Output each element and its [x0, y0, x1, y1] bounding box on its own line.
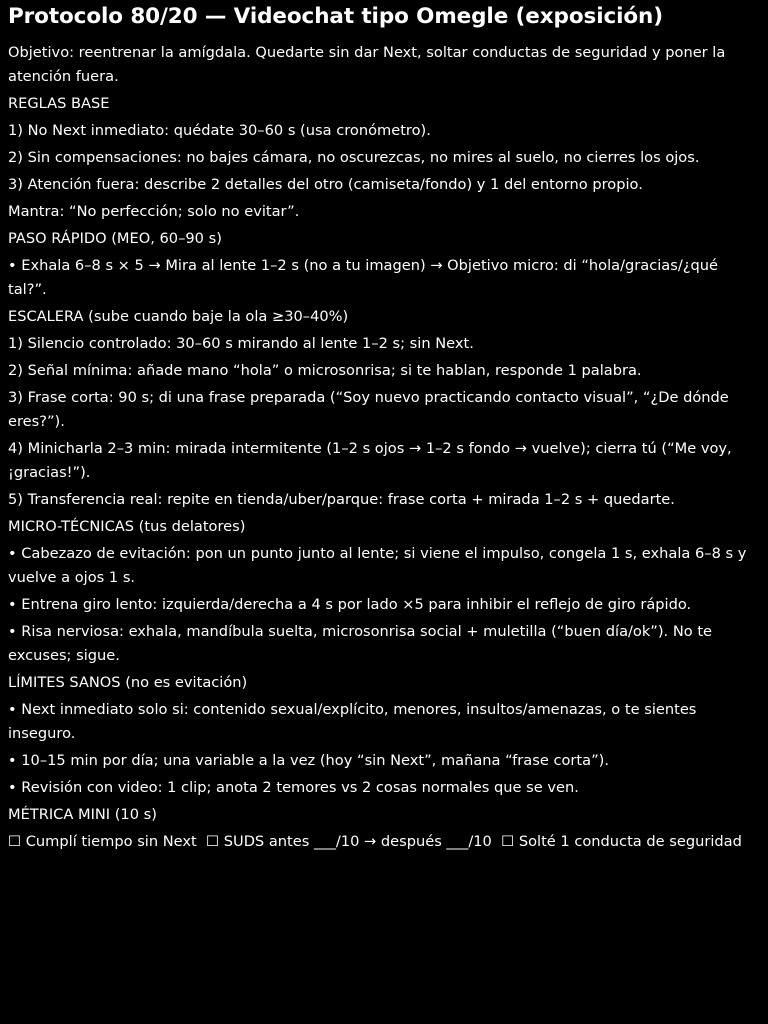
list-item: • Revisión con video: 1 clip; anota 2 temores vs 2 cosas normales que se ven.: [8, 779, 579, 796]
section-reglas-base: [8, 92, 760, 224]
section-heading: ESCALERA (sube cuando baje la ola ≥30–40%): [8, 308, 349, 325]
step-item: 2) Señal mínima: añade mano “hola” o microsonrisa; si te hablan, responde 1 palabra.: [8, 362, 642, 379]
checkbox-tiempo[interactable]: ☐ Cumplí tiempo sin Next: [8, 833, 197, 850]
checklist: [8, 830, 760, 854]
page-title: Protocolo 80/20 — Videochat tipo Omegle (exposición): [8, 4, 663, 29]
section-heading: REGLAS BASE: [8, 95, 110, 112]
list-item: • Cabezazo de evitación: pon un punto junto al lente; si viene el impulso, congela 1 s, exhala 6–8 s y vuelve a ojos 1 s.: [8, 545, 747, 586]
list-item: • Exhala 6–8 s × 5 → Mira al lente 1–2 s (no a tu imagen) → Objetivo micro: di “hola/gracias/¿qué tal?”.: [8, 257, 718, 298]
rule-item: 3) Atención fuera: describe 2 detalles del otro (camiseta/fondo) y 1 del entorno propio.: [8, 176, 643, 193]
rule-item: 2) Sin compensaciones: no bajes cámara, no oscurezcas, no mires al suelo, no cierres los ojos.: [8, 149, 700, 166]
step-item: 1) Silencio controlado: 30–60 s mirando al lente 1–2 s; sin Next.: [8, 335, 474, 352]
checkbox-suds[interactable]: ☐ SUDS antes ___/10 → después ___/10: [206, 833, 492, 850]
section-heading: MÉTRICA MINI (10 s): [8, 806, 157, 823]
section-heading: MICRO-TÉCNICAS (tus delatores): [8, 518, 246, 535]
list-item: • Next inmediato solo si: contenido sexual/explícito, menores, insultos/amenazas, o te sientes inseguro.: [8, 701, 697, 742]
objective-paragraph: Objetivo: reentrenar la amígdala. Quedarte sin dar Next, soltar conductas de seguridad y poner la atención fuera.: [8, 44, 726, 85]
section-heading: PASO RÁPIDO (MEO, 60–90 s): [8, 230, 222, 247]
step-item: 5) Transferencia real: repite en tienda/uber/parque: frase corta + mirada 1–2 s + quedarte.: [8, 491, 675, 508]
checkbox-conducta[interactable]: ☐ Solté 1 conducta de seguridad: [501, 833, 742, 850]
rule-item: 1) No Next inmediato: quédate 30–60 s (usa cronómetro).: [8, 122, 431, 139]
mantra: Mantra: “No perfección; solo no evitar”.: [8, 203, 300, 220]
section-micro-tecnicas: [8, 515, 760, 668]
list-item: • Risa nerviosa: exhala, mandíbula suelta, microsonrisa social + muletilla (“buen día/ok”). No te excuses; sigue.: [8, 623, 713, 664]
list-item: • 10–15 min por día; una variable a la vez (hoy “sin Next”, mañana “frase corta”).: [8, 752, 609, 769]
section-limites-sanos: [8, 671, 760, 800]
step-item: 4) Minicharla 2–3 min: mirada intermitente (1–2 s ojos → 1–2 s fondo → vuelve); cierra tú (“Me voy, ¡gracias!”).: [8, 440, 732, 481]
section-escalera: [8, 305, 760, 512]
section-paso-rapido: [8, 227, 760, 302]
section-metrica-mini: [8, 803, 760, 854]
section-heading: LÍMITES SANOS (no es evitación): [8, 674, 248, 691]
list-item: • Entrena giro lento: izquierda/derecha a 4 s por lado ×5 para inhibir el reflejo de giro rápido.: [8, 596, 692, 613]
step-item: 3) Frase corta: 90 s; di una frase preparada (“Soy nuevo practicando contacto visual”, “¿De dónde eres?”).: [8, 389, 729, 430]
